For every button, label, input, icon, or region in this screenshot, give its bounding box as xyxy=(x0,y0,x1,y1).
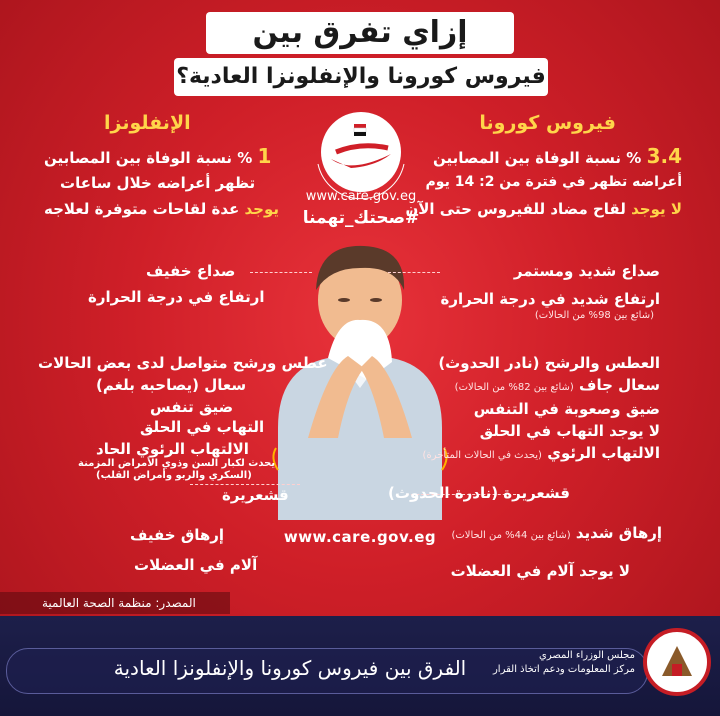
flu-fever: ارتفاع في درجة الحرارة xyxy=(88,288,265,306)
flu-sneeze: عطس ورشح متواصل لدى بعض الحالات xyxy=(38,354,328,372)
org-name: مجلس الوزراء المصري xyxy=(539,650,635,661)
flu-chills: قشعريرة xyxy=(222,486,289,504)
covid-breath: ضيق وصعوبة في التنفس xyxy=(473,400,660,418)
flu-pneumonia-note2: (السكري والربو وأمراض القلب) xyxy=(96,470,252,481)
flu-pneumonia-note1: يحدث لكبار السن وذوي الأمراض المزمنة xyxy=(78,458,276,469)
flu-breath: ضيق تنفس xyxy=(150,398,234,416)
care-logo xyxy=(296,104,426,204)
flu-pneumonia: الالتهاب الرئوي الحاد xyxy=(96,440,249,458)
arrow-headache-covid xyxy=(388,272,440,273)
covid-headache: صداع شديد ومستمر xyxy=(513,262,660,280)
flu-headache: صداع خفيف xyxy=(146,262,236,280)
arrow-headache-flu xyxy=(250,272,312,273)
footer-title: الفرق بين فيروس كورونا والإنفلونزا العادية xyxy=(113,656,467,680)
covid-vaccine: لا يوجد لقاح مضاد للفيروس حتى الآن xyxy=(405,200,682,218)
flu-throat: التهاب في الحلق xyxy=(140,418,265,436)
logo-url: www.care.gov.eg xyxy=(305,189,417,204)
covid-death-rate: 3.4 % نسبة الوفاة بين المصابين xyxy=(433,144,682,168)
covid-chills: قشعريرة (نادرة الحدوث) xyxy=(388,484,570,502)
covid-column-title: فيروس كورونا xyxy=(479,112,616,134)
arrow-chills-flu xyxy=(190,484,300,485)
page-subtitle: فيروس كورونا والإنفلونزا العادية؟ xyxy=(176,64,546,89)
page-title: إزاي تفرق بين xyxy=(252,15,468,50)
covid-sneeze: العطس والرشح (نادر الحدوث) xyxy=(438,354,660,372)
flu-cough: سعال (يصاحبه بلغم) xyxy=(96,376,247,394)
flu-onset: تظهر أعراضه خلال ساعات xyxy=(60,174,256,192)
covid-fever-note: (شائع بين 98% من الحالات) xyxy=(534,310,654,321)
sick-man-illustration xyxy=(268,238,452,520)
flu-muscle: آلام في العضلات xyxy=(134,556,258,574)
covid-muscle: لا يوجد آلام في العضلات xyxy=(450,562,630,580)
covid-cough: سعال جاف (شائع بين 82% من الحالات) xyxy=(454,376,660,394)
flu-column-title: الإنفلونزا xyxy=(104,112,191,134)
covid-incubation: أعراضه تظهر في فترة من 2: 14 يوم xyxy=(425,174,682,190)
covid-fatigue: إرهاق شديد (شائع بين 44% من الحالات) xyxy=(451,524,662,542)
flu-vaccine: يوجد عدة لقاحات متوفرة لعلاجه xyxy=(44,200,279,218)
org-subtitle: مركز المعلومات ودعم اتخاذ القرار xyxy=(492,664,635,675)
covid-throat: لا يوجد التهاب في الحلق xyxy=(479,422,660,440)
cabinet-logo xyxy=(642,624,712,700)
covid-fever: ارتفاع شديد في درجة الحرارة xyxy=(440,290,660,308)
flu-fatigue: إرهاق خفيف xyxy=(130,526,225,544)
care-website-url: www.care.gov.eg xyxy=(283,528,437,546)
covid-pneumonia: الالتهاب الرئوي (يحدث في الحالات المتأخرة) xyxy=(422,444,660,462)
source-text: المصدر: منظمة الصحة العالمية xyxy=(42,596,196,610)
hashtag: #صحتك_تهمنا xyxy=(302,208,420,228)
flu-death-rate: 1 % نسبة الوفاة بين المصابين xyxy=(44,144,272,168)
